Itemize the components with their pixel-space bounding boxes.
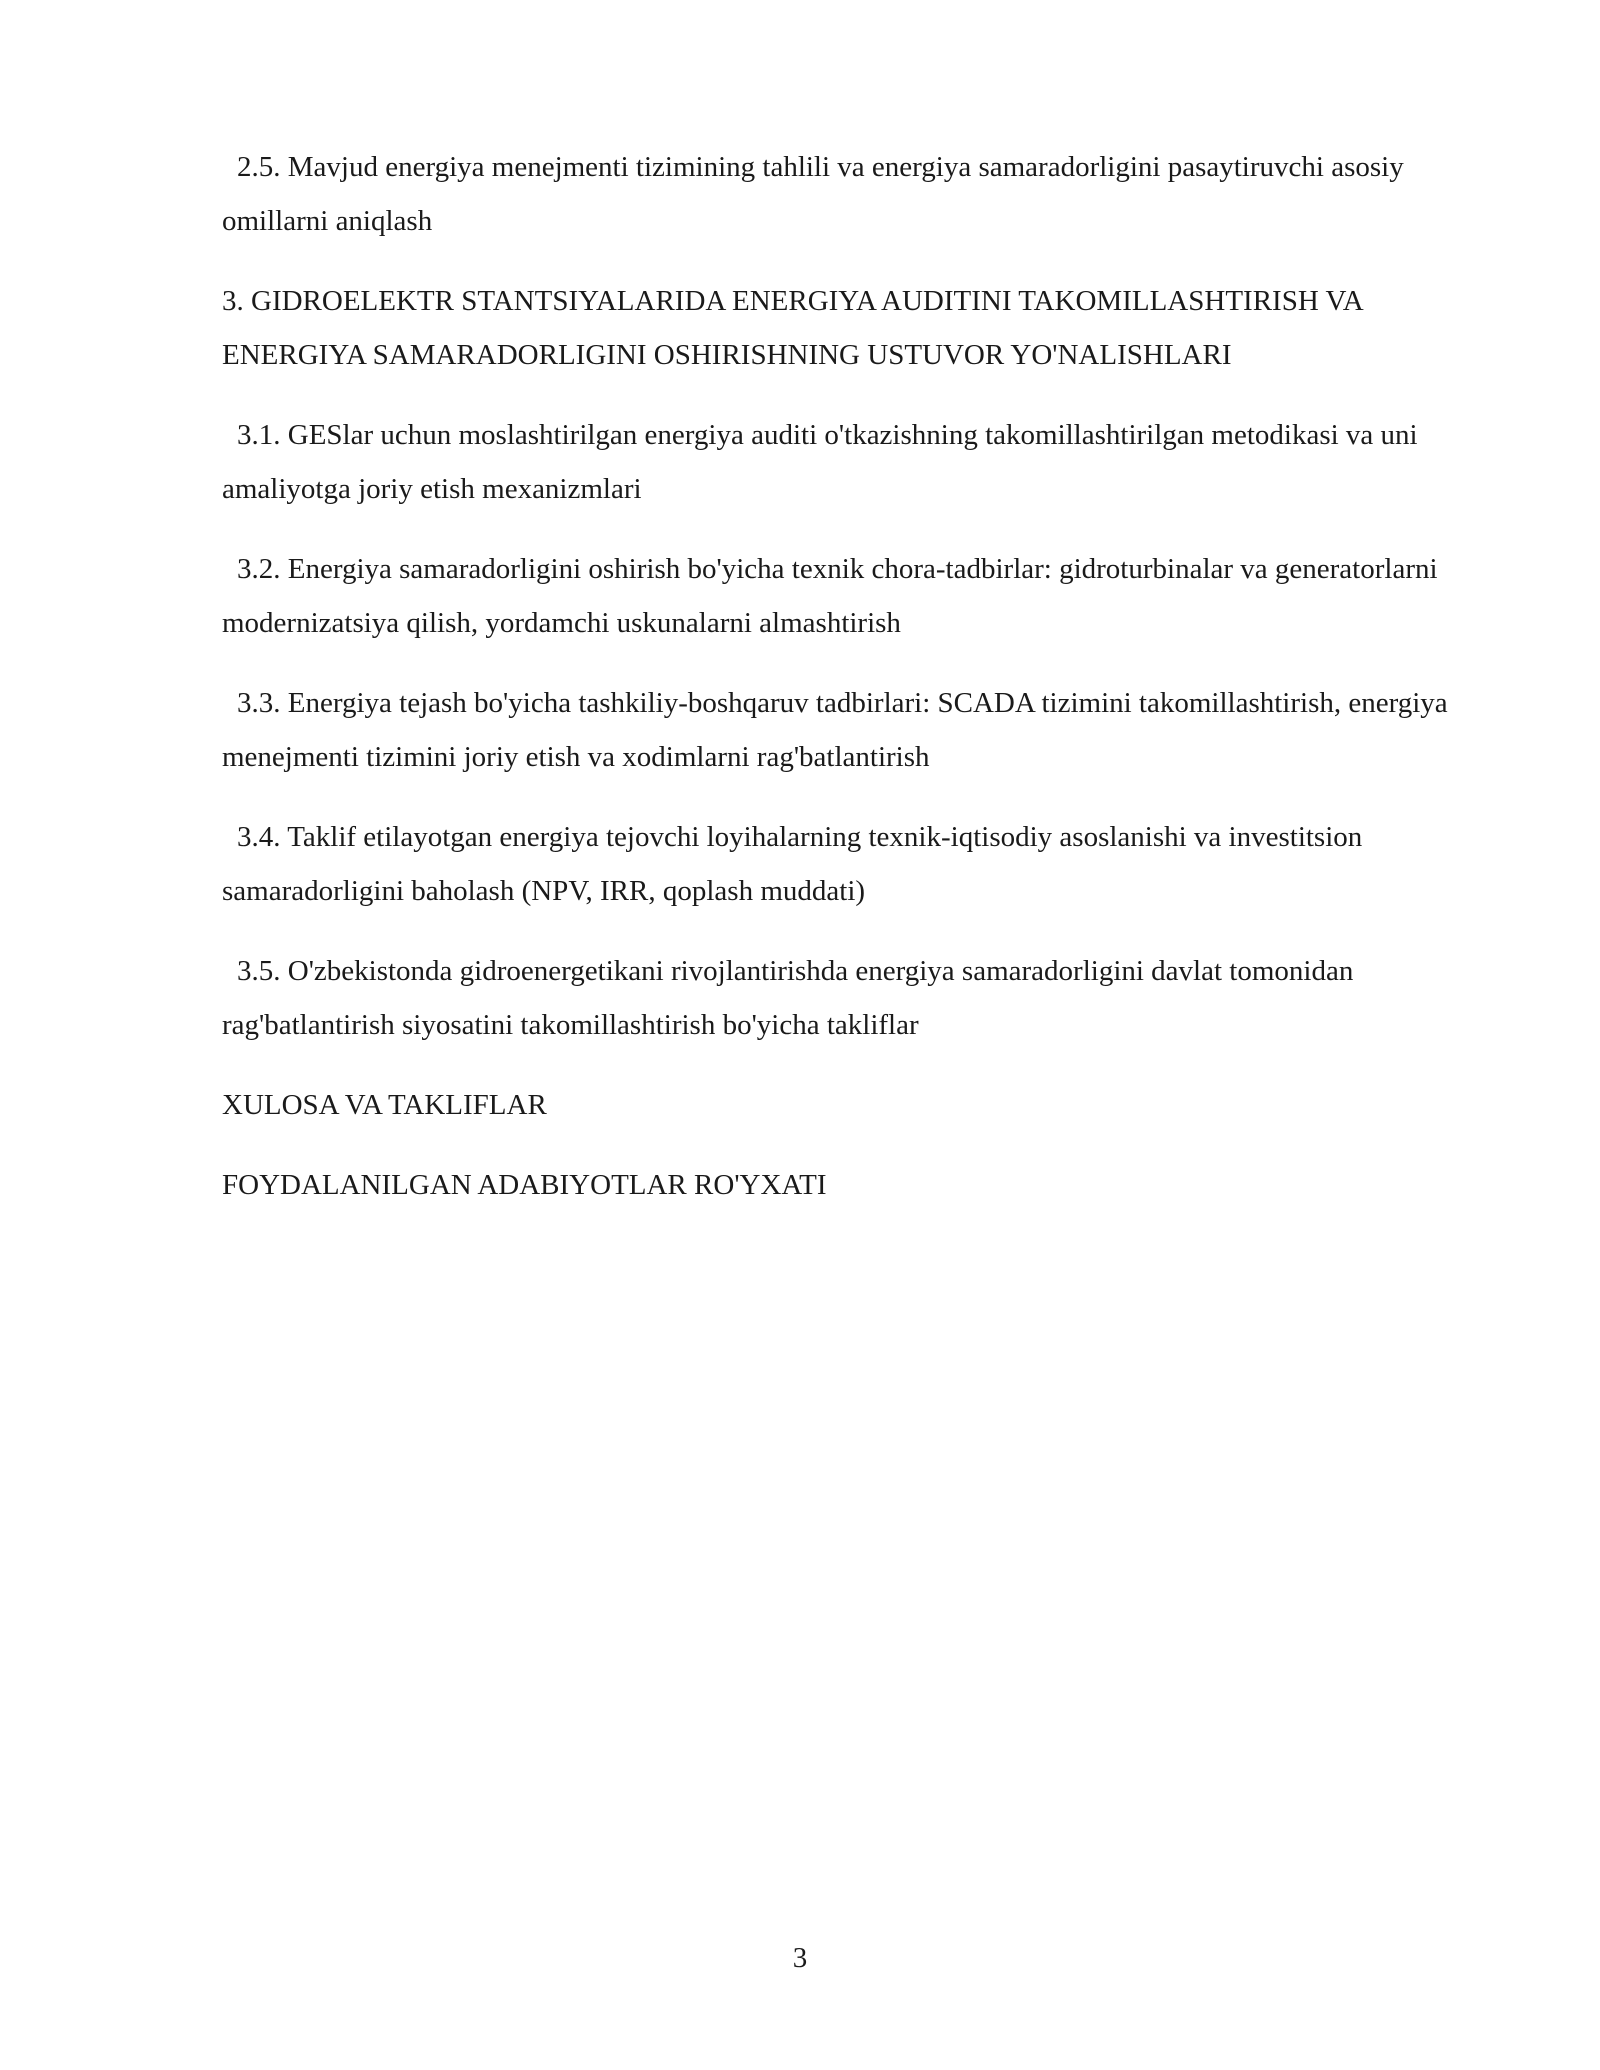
toc-entry-3-5: 3.5. O'zbekistonda gidroenergetikani rivojlantirishda energiya samaradorligini davlat tomonidan rag'batlantirish siyosatini takomillashtirish bo'yicha takliflar (222, 955, 1354, 1041)
toc-entry-3-1: 3.1. GESlar uchun moslashtirilgan energiya auditi o'tkazishning takomillashtirilgan metodikasi va uni amaliyotga joriy etish mexanizmlari (222, 419, 1418, 505)
toc-entry-3-2: 3.2. Energiya samaradorligini oshirish bo'yicha texnik chora-tadbirlar: gidroturbinalar va generatorlarni modernizatsiya qilish, yordamchi uskunalarni almashtirish (222, 553, 1438, 639)
toc-entry-references: FOYDALANILGAN ADABIYOTLAR RO'YXATI (222, 1169, 827, 1201)
toc-entry-3-3: 3.3. Energiya tejash bo'yicha tashkiliy-boshqaruv tadbirlari: SCADA tizimini takomillashtirish, energiya menejmenti tizimini joriy etish va xodimlarni rag'batlantirish (222, 687, 1448, 773)
toc-entry-conclusion: XULOSA VA TAKLIFLAR (222, 1089, 547, 1121)
toc-entry-2-5: 2.5. Mavjud energiya menejmenti tizimining tahlili va energiya samaradorligini pasaytiruvchi asosiy omillarni aniqlash (222, 151, 1404, 237)
toc-entry-3-4: 3.4. Taklif etilayotgan energiya tejovchi loyihalarning texnik-iqtisodiy asoslanishi va investitsion samaradorligini baholash (NPV, IRR, qoplash muddati) (222, 821, 1363, 907)
toc-entry-chapter-3: 3. GIDROELEKTR STANTSIYALARIDA ENERGIYA AUDITINI TAKOMILLASHTIRISH VA ENERGIYA SAMARADORLIGINI OSHIRISHNING USTUVOR YO'NALISHLARI (222, 285, 1363, 371)
page-number: 3 (792, 1942, 808, 1974)
table-of-contents (222, 140, 1492, 1238)
